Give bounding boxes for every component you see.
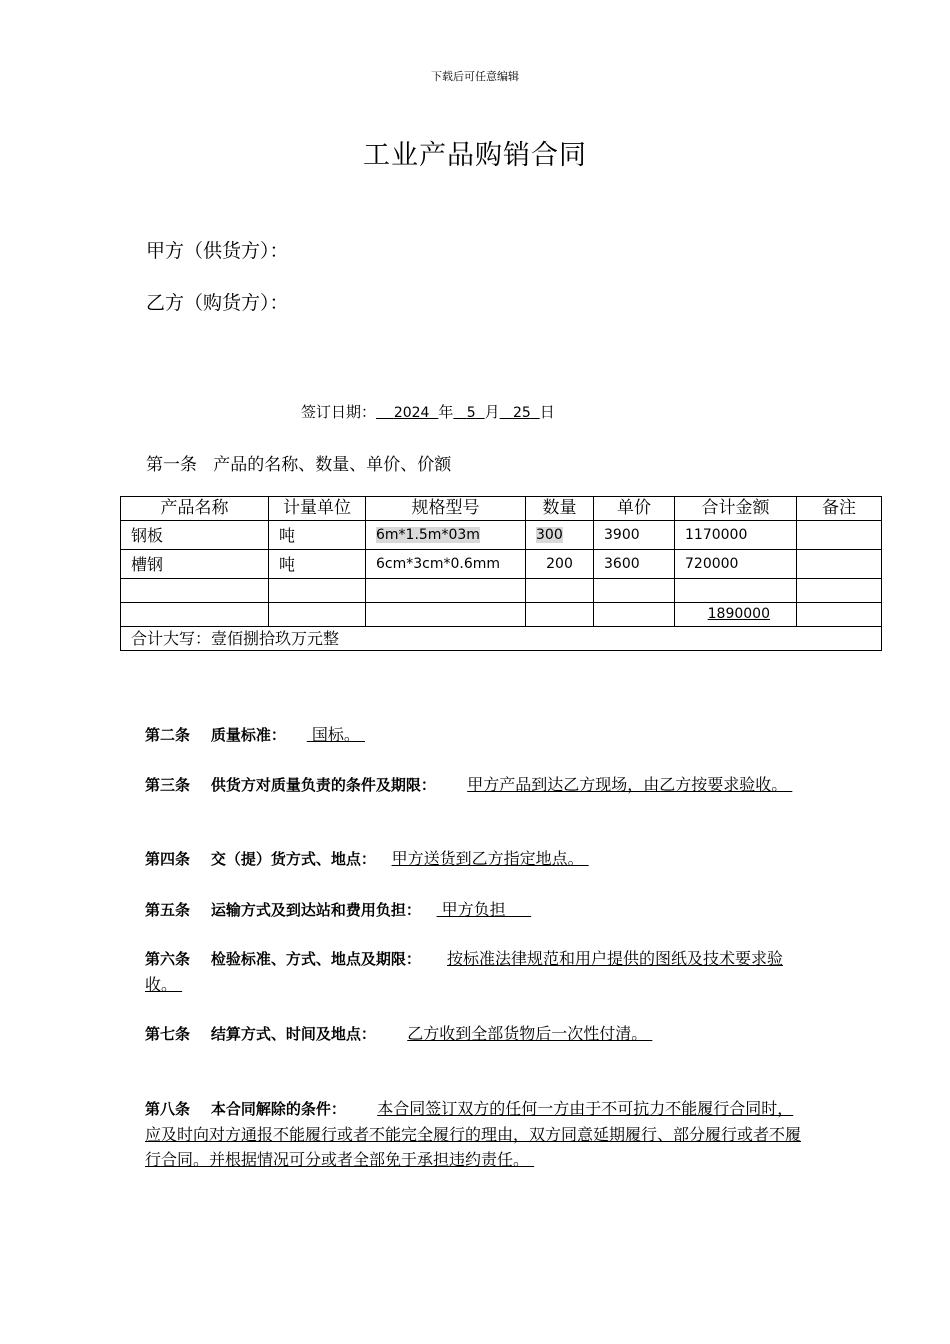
header-cell-price: 单价 xyxy=(594,497,675,521)
cell-remark xyxy=(797,521,882,550)
clause-label: 第七条 结算方式、时间及地点： xyxy=(145,1025,408,1043)
cell-empty xyxy=(269,603,366,627)
cell-remark xyxy=(797,550,882,579)
product-table xyxy=(120,496,882,651)
table-header-row xyxy=(121,497,882,521)
cell-empty xyxy=(269,579,366,603)
clause-label: 第八条 本合同解除的条件： xyxy=(145,1100,378,1118)
clause-3 xyxy=(145,772,807,798)
total-amount: 1890000 xyxy=(707,606,770,622)
header-cell-name: 产品名称 xyxy=(121,497,269,521)
clause-value: 国标。 xyxy=(306,725,365,744)
table-row xyxy=(121,550,882,579)
sign-date xyxy=(301,401,555,422)
cell-unit: 吨 xyxy=(269,521,366,550)
header-note: 下载后可任意编辑 xyxy=(431,70,519,83)
header-cell-unit: 计量单位 xyxy=(269,497,366,521)
total-amount-cell xyxy=(675,603,797,627)
cell-empty xyxy=(366,603,526,627)
clause-label: 第六条 检验标准、方式、地点及期限： xyxy=(145,950,448,968)
party-b-label: 乙方（购货方）： xyxy=(146,292,289,314)
cell-unit: 吨 xyxy=(269,550,366,579)
table-row xyxy=(121,579,882,603)
page-title: 工业产品购销合同 xyxy=(363,140,587,171)
sign-date-day-unit: 日 xyxy=(539,403,555,421)
cell-empty xyxy=(797,603,882,627)
header-cell-amount: 合计金额 xyxy=(675,497,797,521)
clause-value: 按标准法律规范和用户提供的图纸及技术要求验收。 xyxy=(145,949,784,994)
cell-empty xyxy=(797,579,882,603)
clause-label: 第三条 供货方对质量负责的条件及期限： xyxy=(145,776,468,794)
cell-empty xyxy=(121,579,269,603)
clause-value: 甲方产品到达乙方现场，由乙方按要求验收。 xyxy=(467,775,793,794)
header-cell-remark: 备注 xyxy=(797,497,882,521)
cell-empty xyxy=(594,579,675,603)
cell-name: 钢板 xyxy=(121,521,269,550)
cell-price: 3600 xyxy=(594,550,675,579)
cell-qty: 300 xyxy=(526,521,594,550)
table-total-words-row xyxy=(121,627,882,651)
cell-empty xyxy=(526,579,594,603)
clause-6 xyxy=(145,946,807,997)
party-a-label: 甲方（供货方）： xyxy=(146,240,289,262)
cell-amount: 720000 xyxy=(675,550,797,579)
clause-label: 第四条 交（提）货方式、地点： xyxy=(145,850,392,868)
header-cell-qty: 数量 xyxy=(526,497,594,521)
cell-price: 3900 xyxy=(594,521,675,550)
cell-empty xyxy=(675,579,797,603)
total-words: 合计大写：壹佰捌拾玖万元整 xyxy=(121,627,882,651)
cell-empty xyxy=(121,603,269,627)
sign-date-day: 25 xyxy=(512,405,531,421)
clause-value: 本合同签订双方的任何一方由于不可抗力不能履行合同时，应及时向对方通报不能履行或者不能完全履行的理由，双方同意延期履行、部分履行或者不履行合同。并根据情况可分或者全部免于承担违约责任。 xyxy=(145,1099,802,1169)
cell-name: 槽钢 xyxy=(121,550,269,579)
clause-8 xyxy=(145,1096,807,1172)
sign-date-month-unit: 月 xyxy=(484,403,500,421)
clause-label: 第二条 质量标准： xyxy=(145,726,307,744)
cell-empty xyxy=(594,603,675,627)
clause-4 xyxy=(145,846,807,872)
clause-value: 乙方收到全部货物后一次性付清。 xyxy=(407,1024,653,1043)
sign-date-month: 5 xyxy=(466,405,476,421)
cell-amount: 1170000 xyxy=(675,521,797,550)
header-cell-spec: 规格型号 xyxy=(366,497,526,521)
clause-value: 甲方负担 xyxy=(436,900,532,919)
clause-5 xyxy=(145,897,807,923)
clause-2 xyxy=(145,722,807,748)
sign-date-label: 签订日期： xyxy=(301,403,377,421)
cell-qty: 200 xyxy=(526,550,594,579)
cell-empty xyxy=(526,603,594,627)
cell-spec: 6cm*3cm*0.6mm xyxy=(366,550,526,579)
clause-7 xyxy=(145,1021,807,1047)
clause-label: 第五条 运输方式及到达站和费用负担： xyxy=(145,901,437,919)
table-total-row xyxy=(121,603,882,627)
sign-date-year: 2024 xyxy=(393,405,430,421)
cell-spec: 6m*1.5m*03m xyxy=(366,521,526,550)
clause-value: 甲方送货到乙方指定地点。 xyxy=(391,849,589,868)
table-row xyxy=(121,521,882,550)
clause-1-heading: 第一条 产品的名称、数量、单价、价额 xyxy=(146,455,452,475)
sign-date-year-unit: 年 xyxy=(438,403,454,421)
cell-empty xyxy=(366,579,526,603)
